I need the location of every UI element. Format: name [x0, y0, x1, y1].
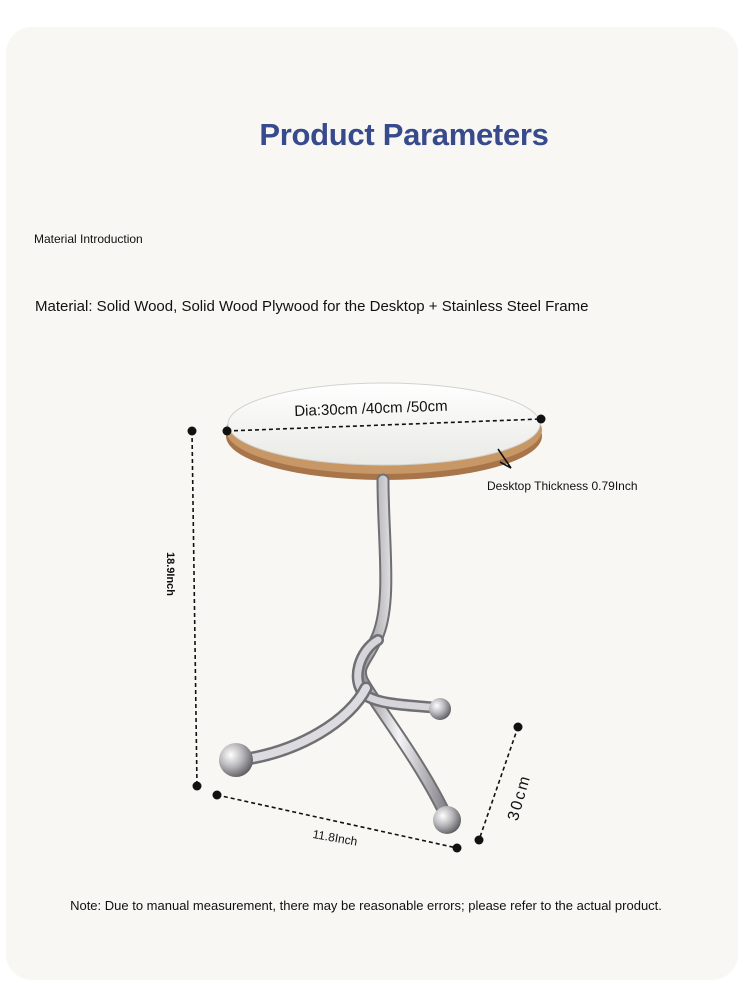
table-top — [226, 383, 542, 480]
foot-ball-front — [433, 806, 461, 834]
section-label: Material Introduction — [34, 232, 143, 246]
foot-ball-back — [429, 698, 451, 720]
material-description: Material: Solid Wood, Solid Wood Plywood for the Desktop + Stainless Steel Frame — [35, 298, 589, 315]
width-label: 11.8Inch — [311, 827, 359, 849]
steel-frame — [240, 480, 447, 818]
thickness-label: Desktop Thickness 0.79Inch — [487, 479, 638, 493]
foot-ball-left — [219, 743, 253, 777]
measurement-note: Note: Due to manual measurement, there may be reasonable errors; please refer to the actual product. — [70, 898, 662, 913]
depth-label: 30cm — [505, 772, 535, 823]
page-title: Product Parameters — [259, 117, 549, 152]
height-label: 18.9Inch — [164, 552, 176, 597]
diameter-label: Dia:30cm /40cm /50cm — [294, 397, 448, 420]
